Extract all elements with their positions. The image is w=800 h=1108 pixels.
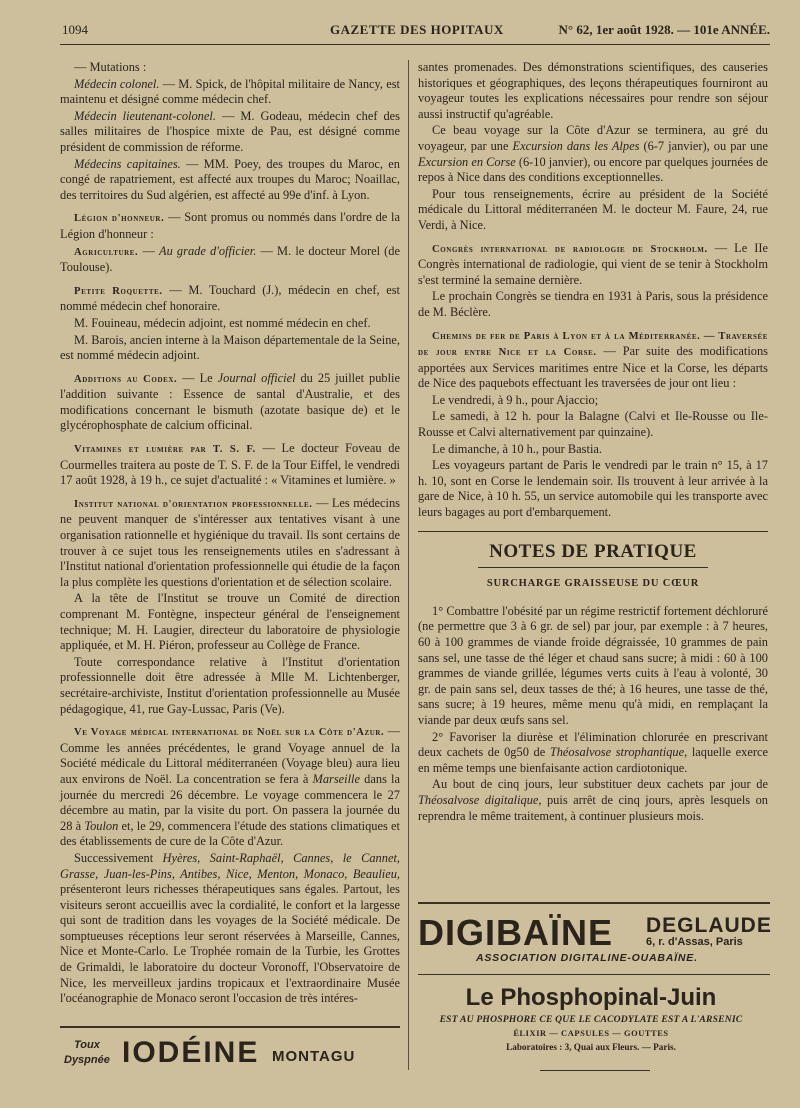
additions-codex: Additions au Codex. — Le Journal officiel du 25 juillet publie l'addition suivante : Essence de santal d'Australie, et des modifications concernant le bismuth (azotate basique de) et le glycérophosphate de calcium officinal. — [60, 370, 400, 433]
legion-honneur: Légion d'honneur. — Sont promus ou nommés dans l'ordre de la Légion d'honneur : — [60, 210, 400, 241]
mutations-intro: — Mutations : — [74, 60, 147, 74]
mutation-capitaines: Médecins capitaines. — MM. Poey, des troupes du Maroc, en congé de rapatriement, est affecté aux troupes du Maroc; Noaillac, des territoires du Sud algérien, est affecté au 99e d'inf. à Lyon. — [60, 156, 400, 202]
digibaine-name: DIGIBAÏNE — [418, 912, 614, 953]
journal-title: GAZETTE DES HOPITAUX — [330, 22, 504, 37]
ad-rule-mid — [418, 974, 770, 975]
right-column — [418, 60, 768, 825]
chemins-l2: Le samedi, à 12 h. pour la Balagne (Calvi et Ile-Rousse ou Ile-Rousse et Calvi alternativement par quinzaine). — [418, 409, 768, 440]
voyage-continuation: santes promenades. Des démonstrations scientifiques, des causeries historiques et géographiques, des leçons thérapeutiques fourniront au voyageur toutes les explications nécessaires pour rendre son séjour aussi instructif qu'agréable. — [418, 60, 768, 121]
voyage-excursions: Ce beau voyage sur la Côte d'Azur se terminera, au gré du voyageur, par une Excursion dans les Alpes (6-7 janvier), ou par une Excursion en Corse (6-10 janvier), ou encore par quelques journées de repos à Nice dans des conditions exceptionnelles. — [418, 123, 768, 185]
phosphopinal-tagline: EST AU PHOSPHORE CE QUE LE CACODYLATE EST A L'ARSENIC — [439, 1014, 743, 1025]
notes-p2: 2° Favoriser la diurèse et l'élimination chlorurée en prescrivant deux cachets de 0g50 de Théosalvose strophantique, laquelle exerce en même temps une bienfaisante action cardiotonique. — [418, 729, 768, 775]
issue-info: N° 62, 1er août 1928. — 101e ANNÉE. — [558, 22, 770, 37]
voyage-medical: Ve Voyage médical international de Noël sur la Côte d'Azur. — Comme les années précédentes, le grand Voyage annuel de la Société médicale du Littoral méditerranéen (Voyage bleu) aura lieu aux environs de Noël. La concentration se fera à Marseille dans la journée du mercredi 26 décembre. Le voyage commencera le 27 décembre au matin, par la visite du port. On passera la journée du 28 à Toulon et, le 29, commencera l'étude des stations climatiques et des établissements de cure de la Côte d'Azur. — [60, 724, 401, 849]
digibaine-assoc: ASSOCIATION DIGITALINE-OUABAÏNE. — [476, 952, 698, 964]
iodeine-name: IODÉINE — [122, 1036, 260, 1069]
petite-roquette: Petite Roquette. — M. Touchard (J.), médecin en chef, est nommé médecin chef honoraire. — [60, 282, 400, 314]
chemins-l1: Le vendredi, à 9 h., pour Ajaccio; — [432, 392, 599, 407]
congres-radiologie: Congrès international de radiologie de Stockholm. — Le IIe Congrès international de radiologie, qui vient de se tenir à Stockholm s'est terminé la semaine dernière. — [418, 240, 768, 287]
notes-title: NOTES DE PRATIQUE — [489, 540, 697, 562]
header-rule — [60, 44, 770, 45]
phosphopinal-labo: Laboratoires : 3, Quai aux Fleurs. — Paris. — [506, 1042, 676, 1052]
institut-p2: A la tête de l'Institut se trouve un Comité de direction comprenant M. Fontègne, inspecteur général de l'enseignement technique; M. H. Laugier, directeur du laboratoire de physiologie appliquée, et M. H. Piéron, professeur au Collège de France. — [60, 591, 400, 653]
notes-p1: 1° Combattre l'obésité par un régime restrictif fortement déchloruré (ne permettre que 3 à 6 gr. de sel) par jour, par exemple : à 7 heures, 60 à 100 grammes de viande froide dégraissée, 10 grammes de pain sans sel, une tasse de thé léger et chaud sans sucre; à midi : 60 à 100 grammes de viande grillée, légumes verts cuits à l'eau à volonté, 30 gr. de pain sans sel, deux tasses de thé; à 16 heures, une tasse de thé, sans sucre; à 19 heures, même menu qu'à midi, en remplaçant la viande par deux œufs sans sel. — [418, 603, 768, 727]
iodeine-rule — [60, 1026, 400, 1028]
ad-rule-top — [418, 902, 770, 904]
iodeine-brand: MONTAGU — [272, 1048, 356, 1065]
iodeine-ad — [60, 1034, 400, 1078]
chemins-l4: Les voyageurs partant de Paris le vendredi par le train n° 15, à 17 h. 10, sont en Corse le lendemain soir. Ils trouvent à leur arrivée à la gare de Nice, à 10 h. 55, un service automobile qui les transporte avec leurs bagages au port d'embarquement. — [418, 458, 768, 520]
roquette-p3: M. Barois, ancien interne à la Maison départementale de la Seine, est nommé médecin adjoint. — [60, 332, 400, 363]
ad-rule-bottom — [540, 1070, 650, 1071]
digibaine-ad — [418, 912, 770, 968]
phosphopinal-forms: ÉLIXIR — CAPSULES — GOUTTES — [513, 1029, 669, 1038]
left-column — [60, 60, 400, 1008]
chemins-de-fer: Chemins de fer de Paris à Lyon et à la Méditerranée. — Traversée de jour entre Nice et la Corse. — Par suite des modifications apportées aux Services maritimes entre Nice et la Corse, les départs de Nice des paquebots effectuant les traversées de jour ont lieu : — [418, 330, 768, 391]
digibaine-address: 6, r. d'Assas, Paris — [646, 936, 743, 948]
voyage-renseignements: Pour tous renseignements, écrire au président de la Société médicale du Littoral méditerranéen M. le docteur M. Faure, 24, rue Verdi, à Nice. — [418, 186, 768, 232]
roquette-p2: M. Fouineau, médecin adjoint, est nommé médecin en chef. — [74, 315, 371, 330]
vitamines-lumiere: Vitamines et lumière par T. S. F. — Le docteur Foveau de Courmelles traitera au poste de T. S. F. de la Tour Eiffel, le vendredi 17 août 1928, à 19 h., ce sujet d'actualité : « Vitamines et lumière. » — [60, 441, 400, 488]
notes-p3: Au bout de cinq jours, leur substituer deux cachets par jour de Théosalvose digitalique, puis arrêt de cinq jours, après lesquels on reprendra le même traitement, à continuer plusieurs mois. — [418, 777, 768, 823]
phosphopinal-title: Le Phosphopinal-Juin — [465, 984, 717, 1011]
phosphopinal-ad — [412, 984, 770, 1064]
voyage-p2: Successivement Hyères, Saint-Raphaël, Cannes, le Cannet, Grasse, Juan-les-Pins, Antibes, Nice, Menton, Monaco, Beaulieu, présenteront leurs richesses thérapeutiques sans égales. Partout, les visiteurs seront accueillis avec la cordialité, le confort et la largesse qui sont de tradition dans les voyages de la Société médicale. De somptueuses réceptions leur seront réservées à Marseille, Cannes, Nice et Monte-Carlo. Le Trophée romain de la Turbie, les Grottes de Grimaldi, le laboratoire du docteur Voronoff, l'Observatoire de Nice, les merveilleux jardins tropicaux et l'extraordinaire Musée l'océanographie de Monaco seront l'occasion de très intéres- — [60, 850, 400, 1006]
column-divider — [408, 60, 409, 1070]
notes-rule — [418, 531, 768, 532]
chemins-l3: Le dimanche, à 10 h., pour Bastia. — [432, 441, 602, 456]
mutation-lt-colonel: Médecin lieutenant-colonel. — M. Godeau, médecin chef des salles militaires de l'hospice mixte de Pau, est désigné comme président de commission de réforme. — [60, 108, 400, 154]
page-header — [62, 22, 770, 44]
institut-orientation: Institut national d'orientation professionnelle. — Les médecins ne peuvent manquer de s'intéresser aux tentatives visant à une organisation rationnelle et hygiénique du travail. Ils sont certains de trouver à ce sujet tous les renseignements utiles en s'adressant à l'Institut national d'orientation professionnelle qui étudie de la façon la plus complète les questions d'orientation et de sélection scolaire. — [60, 495, 400, 589]
notes-subtitle: SURCHARGE GRAISSEUSE DU CŒUR — [486, 578, 700, 590]
iodeine-side: Toux Dyspnée — [64, 1039, 110, 1066]
digibaine-brand: DEGLAUDE — [646, 914, 772, 937]
page-number: 1094 — [62, 22, 88, 37]
agriculture: Agriculture. — Au grade d'officier. — M. le docteur Morel (de Toulouse). — [60, 243, 400, 275]
institut-p3: Toute correspondance relative à l'Institut d'orientation professionnelle doit être adressée à Mlle M. Lichtenberger, secrétaire-archiviste, Institut d'orientation professionnelle au Musée pédagogique, 41, rue Gay-Lussac, Paris (Ve). — [60, 654, 400, 716]
notes-subrule — [478, 567, 708, 568]
mutation-colonel: Médecin colonel. — M. Spick, de l'hôpital militaire de Nancy, est maintenu et désigné comme médecin chef. — [60, 76, 400, 107]
radiologie-p2: Le prochain Congrès se tiendra en 1931 à Paris, sous la présidence de M. Béclère. — [418, 289, 768, 319]
